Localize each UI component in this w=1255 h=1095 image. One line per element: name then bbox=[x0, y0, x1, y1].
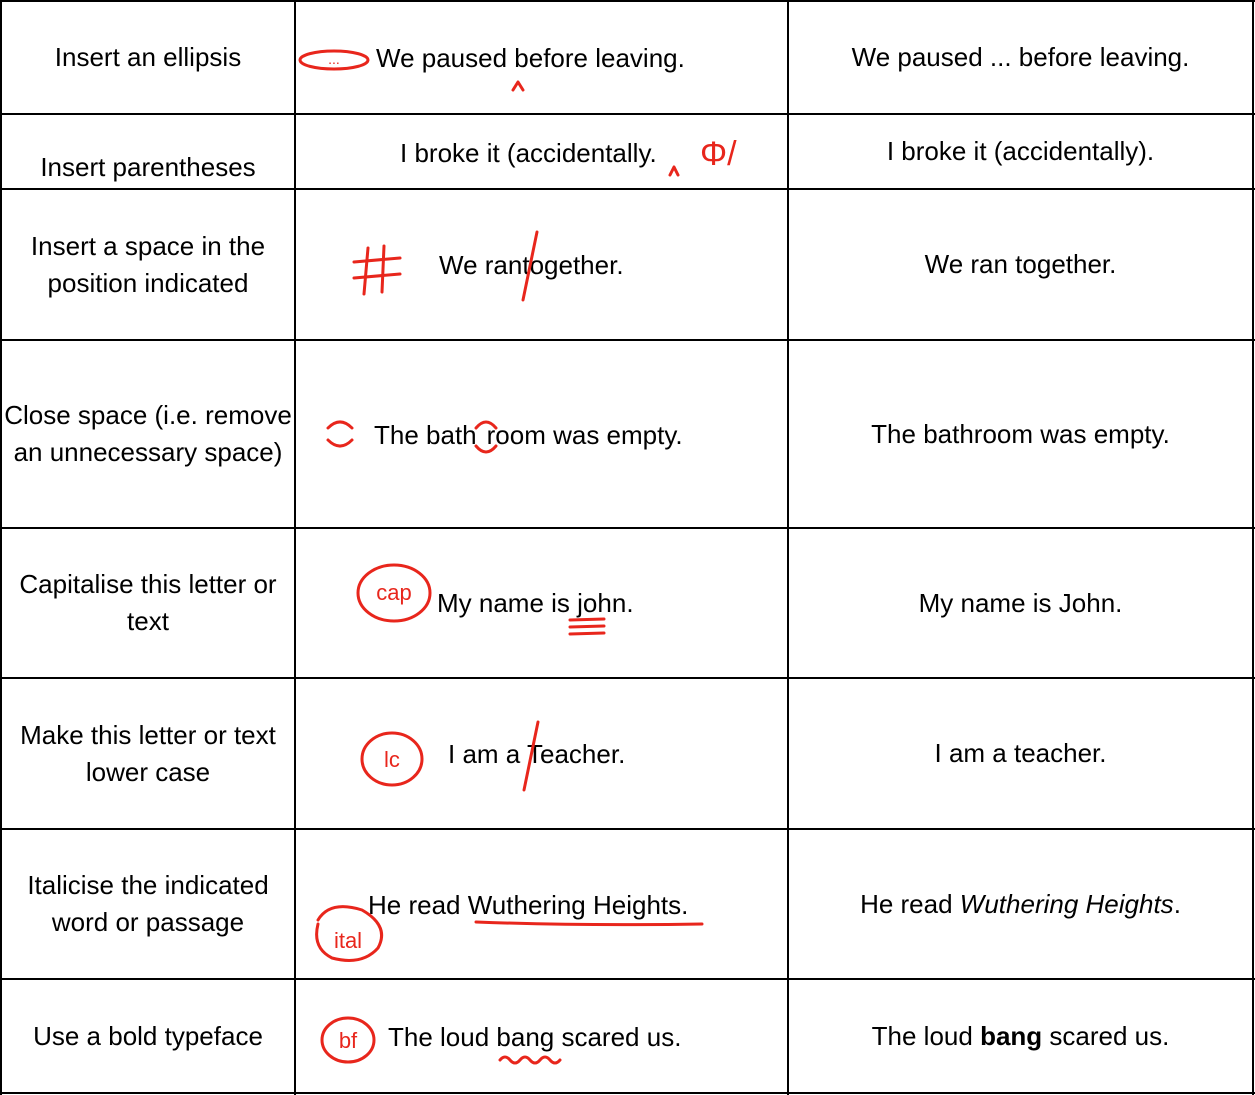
svg-text:...: ... bbox=[328, 51, 340, 67]
instruction-cell bbox=[2, 529, 294, 677]
parenthesis-mark-icon: Φ/ bbox=[700, 135, 737, 173]
marked-text: We paused before leaving. bbox=[376, 43, 685, 73]
corrected-text-after: . bbox=[1173, 888, 1181, 919]
corrected-text: I am a teacher. bbox=[934, 738, 1107, 768]
corrected-cell bbox=[789, 341, 1252, 527]
lc-mark-icon bbox=[358, 728, 432, 790]
corrected-text-after: scared us. bbox=[1042, 1020, 1170, 1051]
corrected-cell bbox=[789, 2, 1252, 113]
bf-mark-icon bbox=[318, 1014, 382, 1068]
marked-text-target: bang bbox=[496, 1022, 555, 1052]
corrected-text: My name is John. bbox=[918, 587, 1123, 618]
marked-text bbox=[437, 588, 634, 618]
marked-text-after: scared us. bbox=[554, 1022, 682, 1052]
corrected-text-bold: bang bbox=[980, 1020, 1043, 1051]
instruction-cell bbox=[2, 341, 294, 527]
marked-text-before: I am a bbox=[448, 739, 528, 769]
marked-text-target: Teacher bbox=[527, 739, 619, 769]
corrected-cell bbox=[789, 830, 1252, 978]
cap-mark-icon bbox=[354, 562, 434, 628]
hash-space-mark-icon bbox=[350, 240, 410, 300]
corrected-cell bbox=[789, 980, 1252, 1092]
ellipsis-mark-icon bbox=[298, 44, 378, 100]
marked-text-target: john bbox=[577, 588, 627, 618]
table-border bbox=[1252, 0, 1254, 1095]
triple-underline-mark-icon bbox=[566, 616, 610, 640]
corrected-text: The bathroom was empty. bbox=[871, 418, 1170, 449]
caret-icon bbox=[668, 164, 682, 178]
wavy-underline-mark-icon bbox=[496, 1052, 568, 1066]
instruction-cell bbox=[2, 830, 294, 978]
underline-mark-icon bbox=[472, 916, 708, 932]
ital-mark-icon bbox=[310, 900, 390, 966]
column-divider bbox=[294, 0, 296, 1095]
marked-text bbox=[388, 1022, 681, 1052]
marked-text-after: . bbox=[681, 890, 689, 920]
marked-text bbox=[374, 420, 683, 450]
instruction-cell bbox=[2, 679, 294, 828]
corrected-text bbox=[872, 1018, 1170, 1055]
corrected-text: I broke it (accidentally). bbox=[886, 136, 1155, 166]
corrected-text-before: He read bbox=[860, 888, 960, 919]
instruction-text: Make this letter or text lower case bbox=[20, 719, 276, 787]
corrected-text-before: The loud bbox=[871, 1020, 981, 1051]
instruction-text: Insert parentheses bbox=[40, 152, 256, 182]
svg-text:ital: ital bbox=[333, 928, 363, 953]
instruction-text: Insert an ellipsis bbox=[54, 42, 242, 72]
slash-mark-icon bbox=[516, 716, 546, 796]
marked-text-after: together. bbox=[522, 250, 624, 280]
close-up-inline-mark-icon bbox=[472, 414, 504, 460]
instruction-text: Insert a space in the position indicated bbox=[30, 230, 266, 298]
instruction-cell bbox=[2, 115, 294, 188]
instruction-cell bbox=[2, 980, 294, 1092]
table-border bbox=[0, 1092, 1255, 1094]
corrected-cell bbox=[789, 529, 1252, 677]
instruction-text: Use a bold typeface bbox=[33, 1020, 263, 1051]
instruction-text: Capitalise this letter or text bbox=[19, 569, 277, 636]
svg-text:cap: cap bbox=[376, 580, 412, 605]
marked-text-before: My name is bbox=[437, 588, 578, 618]
corrected-cell bbox=[789, 115, 1252, 188]
corrected-cell bbox=[789, 190, 1252, 339]
marked-text-before: The bath bbox=[374, 420, 477, 450]
corrected-text bbox=[860, 886, 1181, 923]
corrected-text-italic: Wuthering Heights bbox=[959, 888, 1174, 919]
instruction-text: Italicise the indicated word or passage bbox=[27, 870, 269, 937]
svg-text:bf: bf bbox=[338, 1028, 358, 1053]
marked-text-before: The loud bbox=[388, 1022, 497, 1052]
marked-text: I broke it (accidentally. bbox=[400, 138, 657, 168]
instruction-cell bbox=[2, 190, 294, 339]
slash-mark-icon bbox=[515, 228, 545, 308]
marked-text-after: . bbox=[626, 588, 634, 618]
marked-text-before: We ran bbox=[439, 250, 523, 280]
corrected-text: We paused ... before leaving. bbox=[851, 42, 1190, 72]
marked-text-after: . bbox=[618, 739, 626, 769]
instruction-text: Close space (i.e. remove an unnecessary space) bbox=[4, 400, 292, 467]
instruction-cell bbox=[2, 2, 294, 113]
marked-text-target: Wuthering Heights bbox=[467, 890, 682, 920]
corrected-text: We ran together. bbox=[924, 249, 1117, 279]
marked-text-before: He read bbox=[368, 890, 468, 920]
corrected-cell bbox=[789, 679, 1252, 828]
svg-text:lc: lc bbox=[384, 747, 400, 772]
close-up-mark-icon bbox=[324, 418, 360, 452]
marked-text-after: room was empty. bbox=[486, 420, 683, 450]
